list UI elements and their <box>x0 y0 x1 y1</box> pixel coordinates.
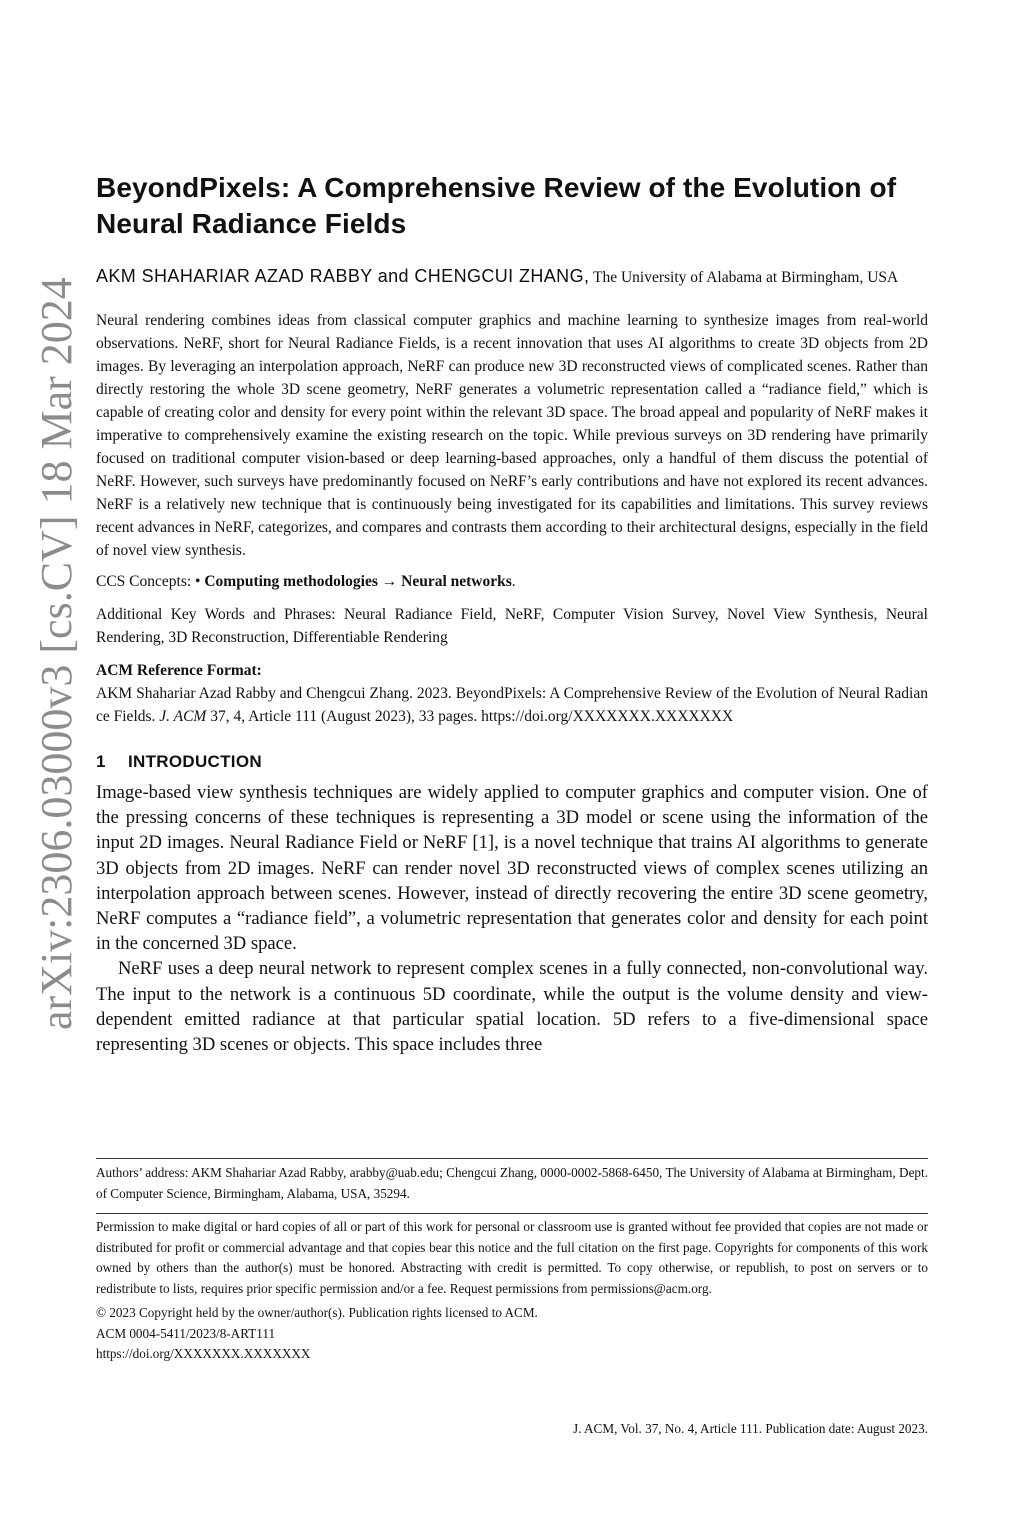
section-number: 1 <box>96 752 106 771</box>
page-footer: J. ACM, Vol. 37, No. 4, Article 111. Publication date: August 2023. <box>573 1421 928 1436</box>
ccs-end: . <box>511 573 516 590</box>
keywords: Additional Key Words and Phrases: Neural Radiance Field, NeRF, Computer Vision Survey, Novel View Synthesis, Neural Rendering, 3D Reconstruction, Differentiable Rendering <box>96 606 928 646</box>
paper-first-page <box>96 170 928 1057</box>
abstract: Neural rendering combines ideas from classical computer graphics and machine learning to synthesize images from real-world observations. NeRF, short for Neural Radiance Fields, is a recent innovation that uses AI algorithms to create 3D objects from 2D images. By leveraging an interpolation approach, NeRF can produce new 3D reconstructed views of complicated scenes. Rather than directly restoring the whole 3D scene geometry, NeRF generates a volumetric representation called a “radiance field,” which is capable of creating color and density for every point within the relevant 3D space. The broad appeal and popularity of NeRF makes it imperative to comprehensively examine the existing research on the topic. While previous surveys on 3D rendering have primarily focused on traditional computer vision-based or deep learning-based approaches, only a handful of them discuss the potential of NeRF. However, such surveys have predominantly focused on NeRF’s early contributions and have not explored its recent advances. NeRF is a relatively new technique that is continuously being investigated for its capabilities and limitations. This survey reviews recent advances in NeRF, categorizes, and compares and contrasts them according to their architectural designs, especially in the field of novel view synthesis. <box>96 312 928 559</box>
doi-link[interactable]: https://doi.org/XXXXXXX.XXXXXXX <box>96 1346 311 1361</box>
authors-address-footnote <box>96 1158 928 1204</box>
ccs-label: CCS Concepts: • <box>96 573 205 590</box>
authors-address: Authors’ address: AKM Shahariar Azad Rabby, arabby@uab.edu; Chengcui Zhang, 0000-0002-5868-6450, The University of Alabama at Birmingham, Dept. of Computer Science, Birmingham, Alabama, USA, 35294. <box>96 1165 928 1201</box>
footnote-divider <box>96 1158 928 1159</box>
ccs-concepts <box>96 570 928 593</box>
acm-reference-after: 37, 4, Article 111 (August 2023), 33 pages. https://doi.org/XXXXXXX.XXXXXXX <box>206 708 734 725</box>
author-affiliation: The University of Alabama at Birmingham, USA <box>593 269 899 286</box>
intro-paragraph-2: NeRF uses a deep neural network to represent complex scenes in a fully connected, non-convolutional way. The input to the network is a continuous 5D coordinate, while the output is the volume density and view-dependent emitted radiance at that particular spatial location. 5D refers to a five-dimensional space representing 3D scenes or objects. This space includes three <box>96 958 928 1056</box>
acm-reference-journal: J. ACM <box>159 708 207 725</box>
ccs-concept: Computing methodologies → Neural networks <box>204 573 512 590</box>
permission-text: Permission to make digital or hard copies of all or part of this work for personal or classroom use is granted without fee provided that copies are not made or distributed for profit or commercial advantage and that copies bear this notice and the full citation on the first page. Copyrights for components of this work owned by others than the author(s) must be honored. Abstracting with credit is permitted. To copy otherwise, or republish, to post on servers or to redistribute to lists, requires prior specific permission and/or a fee. Request permissions from permissions@acm.org. <box>96 1219 928 1296</box>
acm-reference-before: AKM Shahariar Azad Rabby and Chengcui Zhang. 2023. BeyondPixels: A Comprehensive Review of the Evolution of Neural Radiance Fields. <box>96 685 928 725</box>
acm-reference-heading: ACM Reference Format: <box>96 662 262 679</box>
intro-paragraph-1: Image-based view synthesis techniques are widely applied to computer graphics and computer vision. One of the pressing concerns of these techniques is representing a 3D model or scene using the information of the input 2D images. Neural Radiance Field or NeRF [1], is a novel technique that trains AI algorithms to generate 3D objects from 2D images. NeRF can render novel 3D reconstructed views of complex scenes utilizing an interpolation approach between scenes. However, instead of directly recovering the entire 3D scene geometry, NeRF computes a “radiance field”, a volumetric representation that generates color and density for each point in the concerned 3D space. <box>96 782 928 955</box>
section-title: INTRODUCTION <box>128 752 262 771</box>
arxiv-identifier-stamp: arXiv:2306.03000v3 [cs.CV] 18 Mar 2024 <box>32 277 81 1030</box>
permission-footnote <box>96 1213 928 1365</box>
section-heading-introduction <box>96 750 928 774</box>
paper-title: BeyondPixels: A Comprehensive Review of the Evolution of Neural Radiance Fields <box>96 172 897 239</box>
copyright-line: © 2023 Copyright held by the owner/author(s). Publication rights licensed to ACM. <box>96 1305 538 1320</box>
acm-reference-text <box>96 682 928 728</box>
author-line <box>96 264 928 290</box>
permission-divider <box>96 1213 928 1214</box>
issn-line: ACM 0004-5411/2023/8-ART111 <box>96 1325 276 1341</box>
author-names: AKM SHAHARIAR AZAD RABBY and CHENGCUI ZHANG, <box>96 266 590 286</box>
